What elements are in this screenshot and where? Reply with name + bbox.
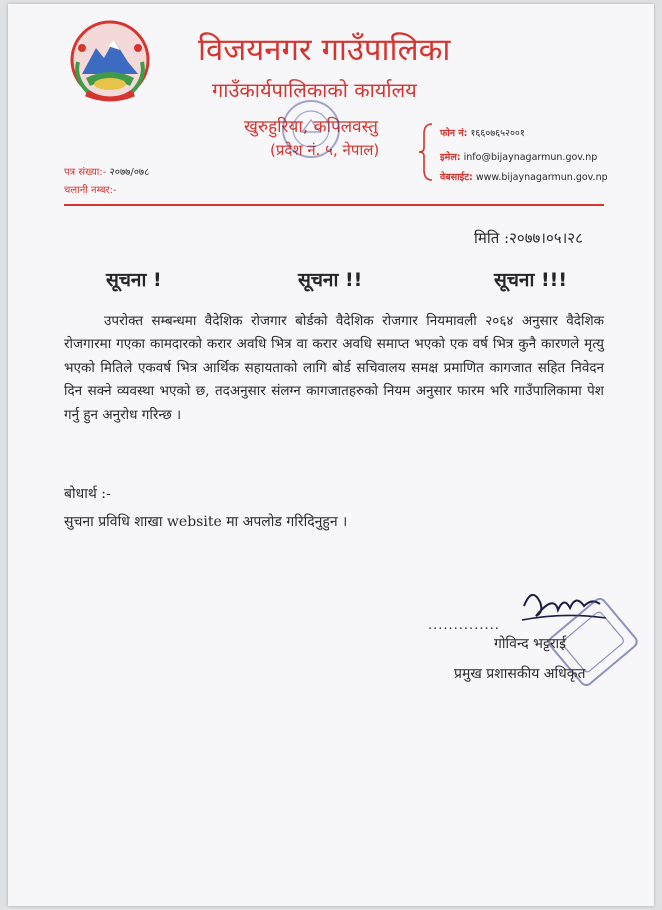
dispatch-number: चलानी नम्बर:-: [64, 185, 117, 196]
notice-heading-1: सूचना !: [106, 269, 162, 291]
contact-email: इमेल: info@bijaynagarmun.gov.np: [440, 152, 598, 163]
nepal-emblem-icon: [68, 18, 152, 102]
signer-title: प्रमुख प्रशासकीय अधिकृत: [454, 666, 586, 682]
office-stamp-icon: [280, 98, 342, 160]
notice-heading-2: सूचना !!: [298, 269, 363, 291]
bodharth-item: सुचना प्रविधि शाखा website मा अपलोड गरिदिनुहुन ।: [64, 514, 348, 530]
notice-heading-3: सूचना !!!: [494, 269, 567, 291]
office-subtitle: गाउँकार्यपालिकाको कार्यालय: [212, 78, 417, 102]
letter-number: पत्र संख्या:- २०७७/०७८: [64, 167, 150, 178]
office-province: (प्रदेश नं. ५, नेपाल): [270, 141, 380, 159]
contact-website: वेबसाईट: www.bijaynagarmun.gov.np: [440, 172, 608, 183]
letter-date: मिति :२०७७।०५।२८: [474, 229, 583, 247]
notice-body: उपरोक्त सम्बन्धमा वैदेशिक रोजगार बोर्डको वैदेशिक रोजगार नियमावली २०६४ अनुसार वैदेशिक रोजगारमा गएका कामदारको करार अवधि भित्र वा करार अवधि समाप्त भएको एक वर्ष भित्र कुनै कारणले मृत्यु भएको मितिले एकवर्ष भित्र आर्थिक सहायताको लागि बोर्ड सचिवालय समक्ष प्रमाणित कागजात सहित निवेदन दिन सक्ने व्यवस्था भएको छ, तदअनुसार संलग्न कागजातहरुको नियम अनुसार फारम भरि गाउँपालिकामा पेश गर्नु हुन अनुरोध गरिन्छ ।: [64, 313, 604, 423]
contact-bracket: [418, 122, 434, 182]
bodharth-label: बोधार्थ :-: [64, 486, 111, 502]
signature-dots: ..............: [428, 618, 500, 633]
signer-name: गोविन्द भट्टराई: [494, 636, 567, 652]
letter-paper: [8, 4, 654, 906]
header-divider: [64, 204, 604, 206]
office-title: विजयनगर गाउँपालिका: [198, 32, 451, 68]
contact-phone: फोन नं: १६६०७६५२००१: [440, 128, 525, 139]
office-address: खुरुहुरिया, कपिलवस्तु: [244, 117, 378, 137]
